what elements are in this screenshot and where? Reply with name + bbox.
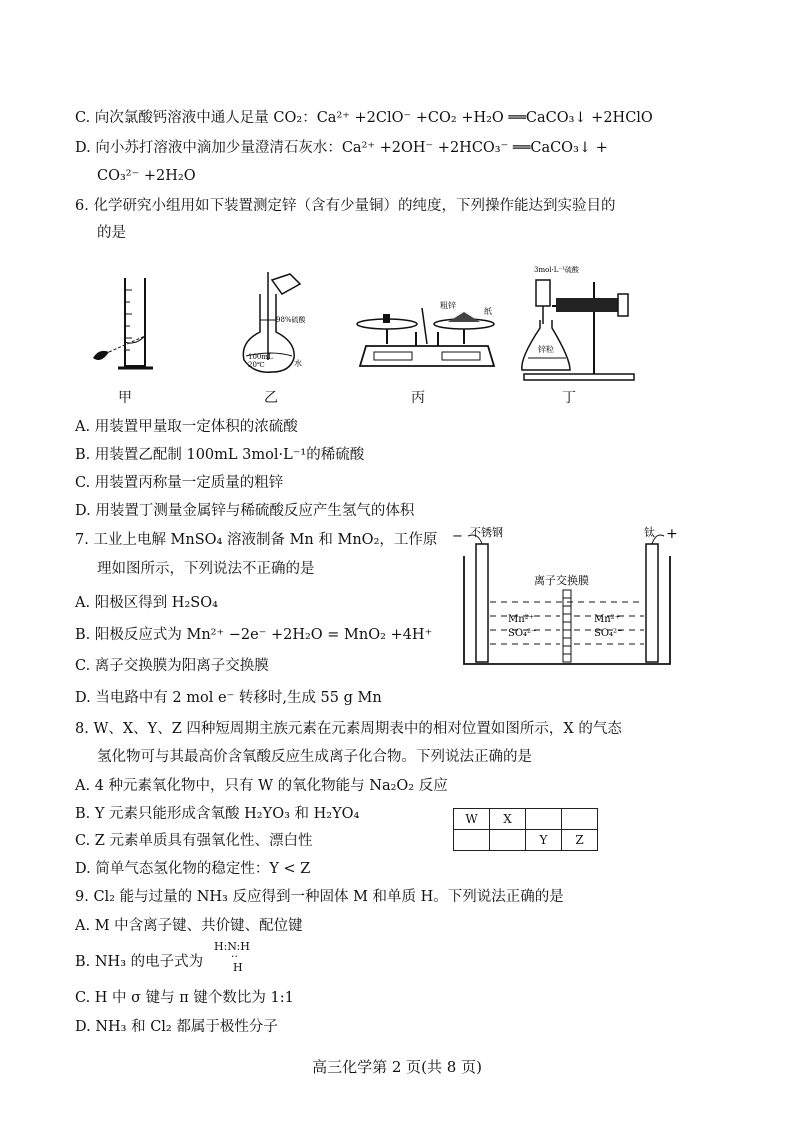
flask-volume-label: 100mL xyxy=(248,353,273,361)
right-so4-ion: SO₄²⁻ xyxy=(594,628,623,639)
q5-option-d-line2: CO₃²⁻ +2H₂O xyxy=(97,168,196,184)
q8-option-b: B. Y 元素只能形成含氧酸 H₂YO₃ 和 H₂YO₄ xyxy=(75,806,360,822)
cell-empty xyxy=(562,809,598,830)
dropper-acid-label: 3mol·L⁻¹硫酸 xyxy=(534,266,579,274)
q7-stem-line1: 7. 工业上电解 MnSO₄ 溶液制备 Mn 和 MnO₂，工作原 xyxy=(75,532,438,548)
q9-option-c: C. H 中 σ 键与 π 键个数比为 1:1 xyxy=(75,990,294,1006)
q7-option-a: A. 阳极区得到 H₂SO₄ xyxy=(75,595,218,611)
flask-temp-label: 20℃ xyxy=(248,361,265,369)
cell-w: W xyxy=(454,809,490,830)
q5-option-d-line1: D. 向小苏打溶液中滴加少量澄清石灰水：Ca²⁺ +2OH⁻ +2HCO₃⁻ ══CaCO₃↓ + xyxy=(75,140,608,156)
lewis-dots: ·· xyxy=(231,950,238,963)
apparatus-label-yi: 乙 xyxy=(264,390,278,406)
membrane-label: 离子交换膜 xyxy=(534,574,589,587)
q6-stem-line2: 的是 xyxy=(97,225,126,241)
apparatus-yi xyxy=(232,270,317,380)
q6-option-b: B. 用装置乙配制 100mL 3mol·L⁻¹的稀硫酸 xyxy=(75,447,365,463)
q9-option-d: D. NH₃ 和 Cl₂ 都属于极性分子 xyxy=(75,1019,278,1035)
left-mn-ion: Mn²⁺ xyxy=(508,614,534,625)
apparatus-label-ding: 丁 xyxy=(562,390,576,406)
cathode-label: 不锈钢 xyxy=(470,526,503,539)
water-label: 水 xyxy=(294,359,302,368)
cell-z: Z xyxy=(562,830,598,851)
acid-label: 98%硫酸 xyxy=(276,316,306,324)
cell-empty xyxy=(454,830,490,851)
q8-stem-line2: 氢化物可与其最高价含氧酸反应生成离子化合物。下列说法正确的是 xyxy=(97,749,532,765)
lewis-bottom: H xyxy=(233,961,243,974)
q6-stem-line1: 6. 化学研究小组用如下装置测定锌（含有少量铜）的纯度，下列操作能达到实验目的 xyxy=(75,198,616,214)
apparatus-ding xyxy=(514,262,644,382)
cell-empty xyxy=(526,809,562,830)
paper-label: 纸 xyxy=(484,307,492,316)
q8-stem-line1: 8. W、X、Y、Z 四种短周期主族元素在元素周期表中的相对位置如图所示，X 的气态 xyxy=(75,721,622,737)
q7-option-d: D. 当电路中有 2 mol e⁻ 转移时,生成 55 g Mn xyxy=(75,690,382,706)
right-mn-ion: Mn²⁺ xyxy=(594,614,620,625)
q7-option-c: C. 离子交换膜为阳离子交换膜 xyxy=(75,658,269,674)
cell-empty xyxy=(490,830,526,851)
apparatus-label-jia: 甲 xyxy=(118,390,132,406)
apparatus-label-bing: 丙 xyxy=(411,390,425,406)
zinc-label: 粗锌 xyxy=(440,301,456,310)
q6-option-c: C. 用装置丙称量一定质量的粗锌 xyxy=(75,475,284,491)
q5-option-c: C. 向次氯酸钙溶液中通人足量 CO₂：Ca²⁺ +2ClO⁻ +CO₂ +H₂O ══CaCO₃↓ +2HClO xyxy=(75,110,653,126)
page-footer: 高三化学第 2 页(共 8 页) xyxy=(312,1058,482,1076)
q6-option-d: D. 用装置丁测量金属锌与稀硫酸反应产生氢气的体积 xyxy=(75,503,415,519)
q7-stem-line2: 理如图所示，下列说法不正确的是 xyxy=(97,561,315,577)
q8-option-d: D. 简单气态氢化物的稳定性：Y < Z xyxy=(75,861,311,877)
apparatus-bing xyxy=(352,300,502,380)
q9-stem: 9. Cl₂ 能与过量的 NH₃ 反应得到一种固体 M 和单质 H。下列说法正确的是 xyxy=(75,889,564,905)
q6-option-a: A. 用装置甲量取一定体积的浓硫酸 xyxy=(75,419,298,435)
q9-option-a: A. M 中含离子键、共价键、配位键 xyxy=(75,918,303,934)
lewis-top: H:N:H xyxy=(214,940,250,953)
anode-label: 钛 xyxy=(644,526,655,539)
anode-sign: + xyxy=(666,526,678,542)
q8-option-c: C. Z 元素单质具有强氧化性、漂白性 xyxy=(75,833,313,849)
cathode-sign: − xyxy=(452,529,463,544)
q7-option-b: B. 阳极反应式为 Mn²⁺ −2e⁻ +2H₂O = MnO₂ +4H⁺ xyxy=(75,627,433,643)
electrolysis-cell xyxy=(450,526,690,671)
left-so4-ion: SO₄²⁻ xyxy=(508,628,537,639)
cell-x: X xyxy=(490,809,526,830)
cell-y: Y xyxy=(526,830,562,851)
q8-option-a: A. 4 种元素氧化物中，只有 W 的氧化物能与 Na₂O₂ 反应 xyxy=(75,778,448,794)
apparatus-jia xyxy=(85,270,180,380)
granule-label: 锌粒 xyxy=(538,345,554,354)
periodic-table-fragment xyxy=(453,808,598,851)
q9-option-b: B. NH₃ 的电子式为 xyxy=(75,954,204,970)
